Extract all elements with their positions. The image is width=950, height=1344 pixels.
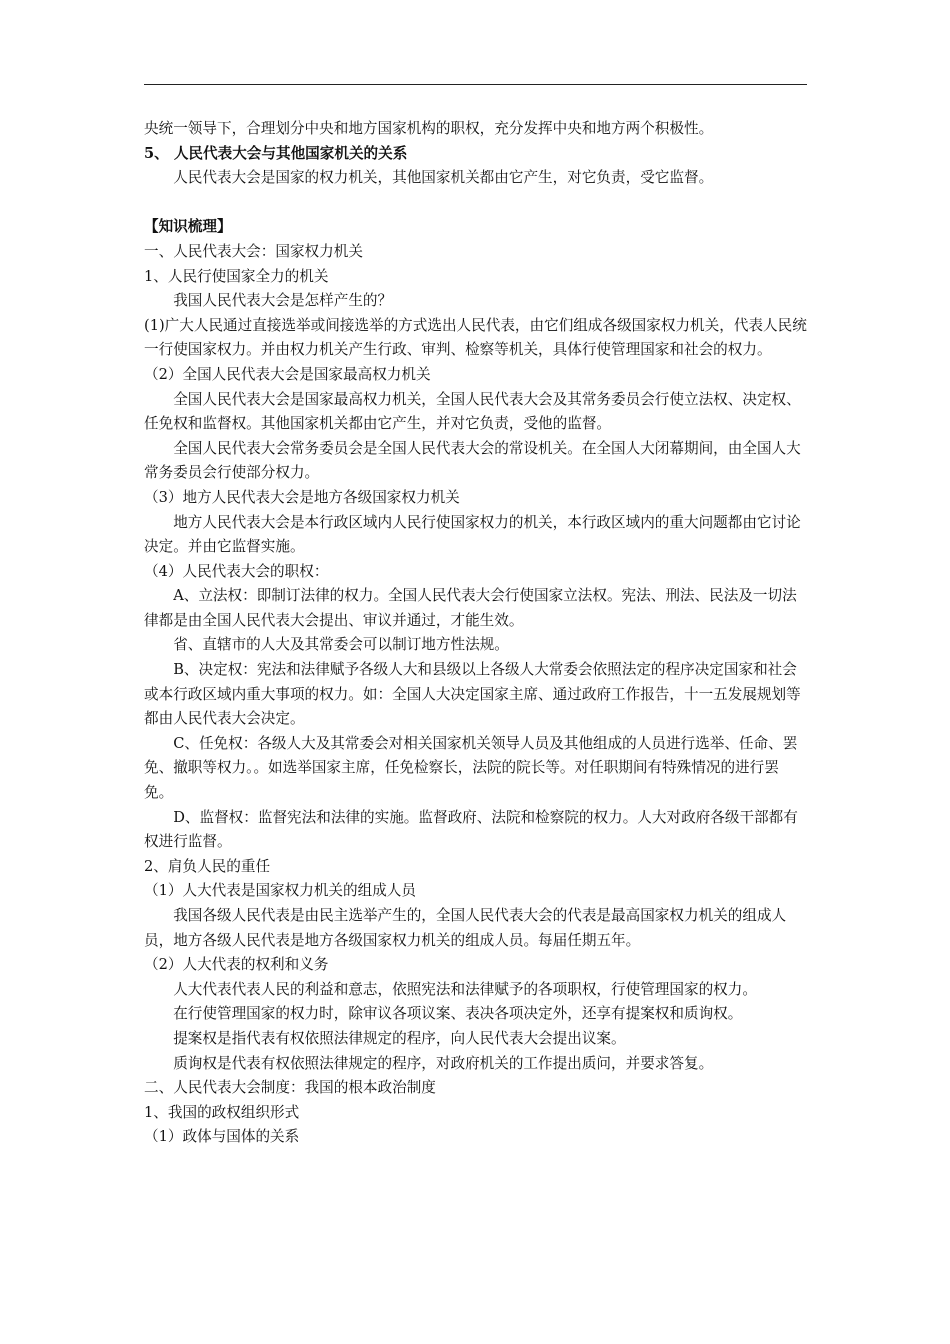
paragraph: 我国人民代表大会是怎样产生的？ [173,292,393,310]
paragraph: 人民代表大会是国家的权力机关，其他国家机关都由它产生，对它负责，受它监督。 [173,169,714,187]
paragraph: 人大代表代表人民的利益和意志，依照宪法和法律赋予的各项职权，行使管理国家的权力。 [173,980,757,998]
paragraph: 我国各级人民代表是由民主选举产生的，全国人民代表大会的代表是最高国家权力机关的组成人员，地方各级人民代表是地方各级国家权力机关的组成人员。每届任期五年。 [144,907,787,949]
section-heading: 【知识梳理】 [144,218,232,236]
paragraph: (1)广大人民通过直接选举或间接选举的方式选出人民代表，由它们组成各级国家权力机关，代表人民统一行使国家权力。并由权力机关产生行政、审判、检察等机关，具体行使管理国家和社会的权力。 [144,316,807,359]
section-heading: 二、人民代表大会制度：我国的根本政治制度 [144,1079,436,1097]
subsection-heading: （2）全国人民代表大会是国家最高权力机关 [144,365,431,383]
subsection-heading: 1、我国的政权组织形式 [144,1103,300,1121]
section-heading: 5、 人民代表大会与其他国家机关的关系 [144,144,408,162]
blank-line [144,191,808,216]
paragraph: 全国人民代表大会常务委员会是全国人民代表大会的常设机关。在全国人大闭幕期间，由全国人大常务委员会行使部分权力。 [144,439,801,482]
paragraph: C、任免权：各级人大及其常委会对相关国家机关领导人员及其他组成的人员进行选举、任命、罢免、撤职等权力。。如选举国家主席，任免检察长，法院的院长等。对任职期间有特殊情况的进行罢免。 [144,734,798,802]
paragraph: D、监督权：监督宪法和法律的实施。监督政府、法院和检察院的权力。人大对政府各级干部都有权进行监督。 [144,808,798,851]
paragraph: 地方人民代表大会是本行政区域内人民行使国家权力的机关，本行政区域内的重大问题都由它讨论决定。并由它监督实施。 [144,513,801,556]
paragraph: B、决定权：宪法和法律赋予各级人大和县级以上各级人大常委会依照法定的程序决定国家和社会或本行政区域内重大事项的权力。如：全国人大决定国家主席、通过政府工作报告，十一五发展规划等都由人民代表大会决定。 [144,661,801,728]
section-heading: 一、人民代表大会：国家权力机关 [144,242,363,260]
paragraph: 质询权是代表有权依照法律规定的程序，对政府机关的工作提出质问，并要求答复。 [173,1054,714,1072]
paragraph: 提案权是指代表有权依照法律规定的程序，向人民代表大会提出议案。 [173,1029,626,1047]
subsection-heading: （2）人大代表的权利和义务 [144,956,329,974]
subsection-heading: （4）人民代表大会的职权： [144,562,329,580]
paragraph: 省、直辖市的人大及其常委会可以制订地方性法规。 [173,636,509,654]
paragraph: 全国人民代表大会是国家最高权力机关，全国人民代表大会及其常务委员会行使立法权、决定权、任免权和监督权。其他国家机关都由它产生，并对它负责，受他的监督。 [144,390,801,433]
header-rule [144,84,807,85]
subsection-heading: 2、肩负人民的重任 [144,857,271,875]
subsection-heading: （1）人大代表是国家权力机关的组成人员 [144,882,416,900]
paragraph: A、立法权：即制订法律的权力。全国人民代表大会行使国家立法权。宪法、刑法、民法及一切法律都是由全国人民代表大会提出、审议并通过，才能生效。 [144,587,797,629]
paragraph: 央统一领导下，合理划分中央和地方国家机构的职权，充分发挥中央和地方两个积极性。 [144,120,714,137]
subsection-heading: （3）地方人民代表大会是地方各级国家权力机关 [144,488,460,506]
subsection-heading: 1、人民行使国家全力的机关 [144,267,329,285]
paragraph: 在行使管理国家的权力时，除审议各项议案、表决各项决定外，还享有提案权和质询权。 [173,1005,743,1023]
document-body [144,117,808,1150]
subsection-heading: （1）政体与国体的关系 [144,1128,300,1146]
